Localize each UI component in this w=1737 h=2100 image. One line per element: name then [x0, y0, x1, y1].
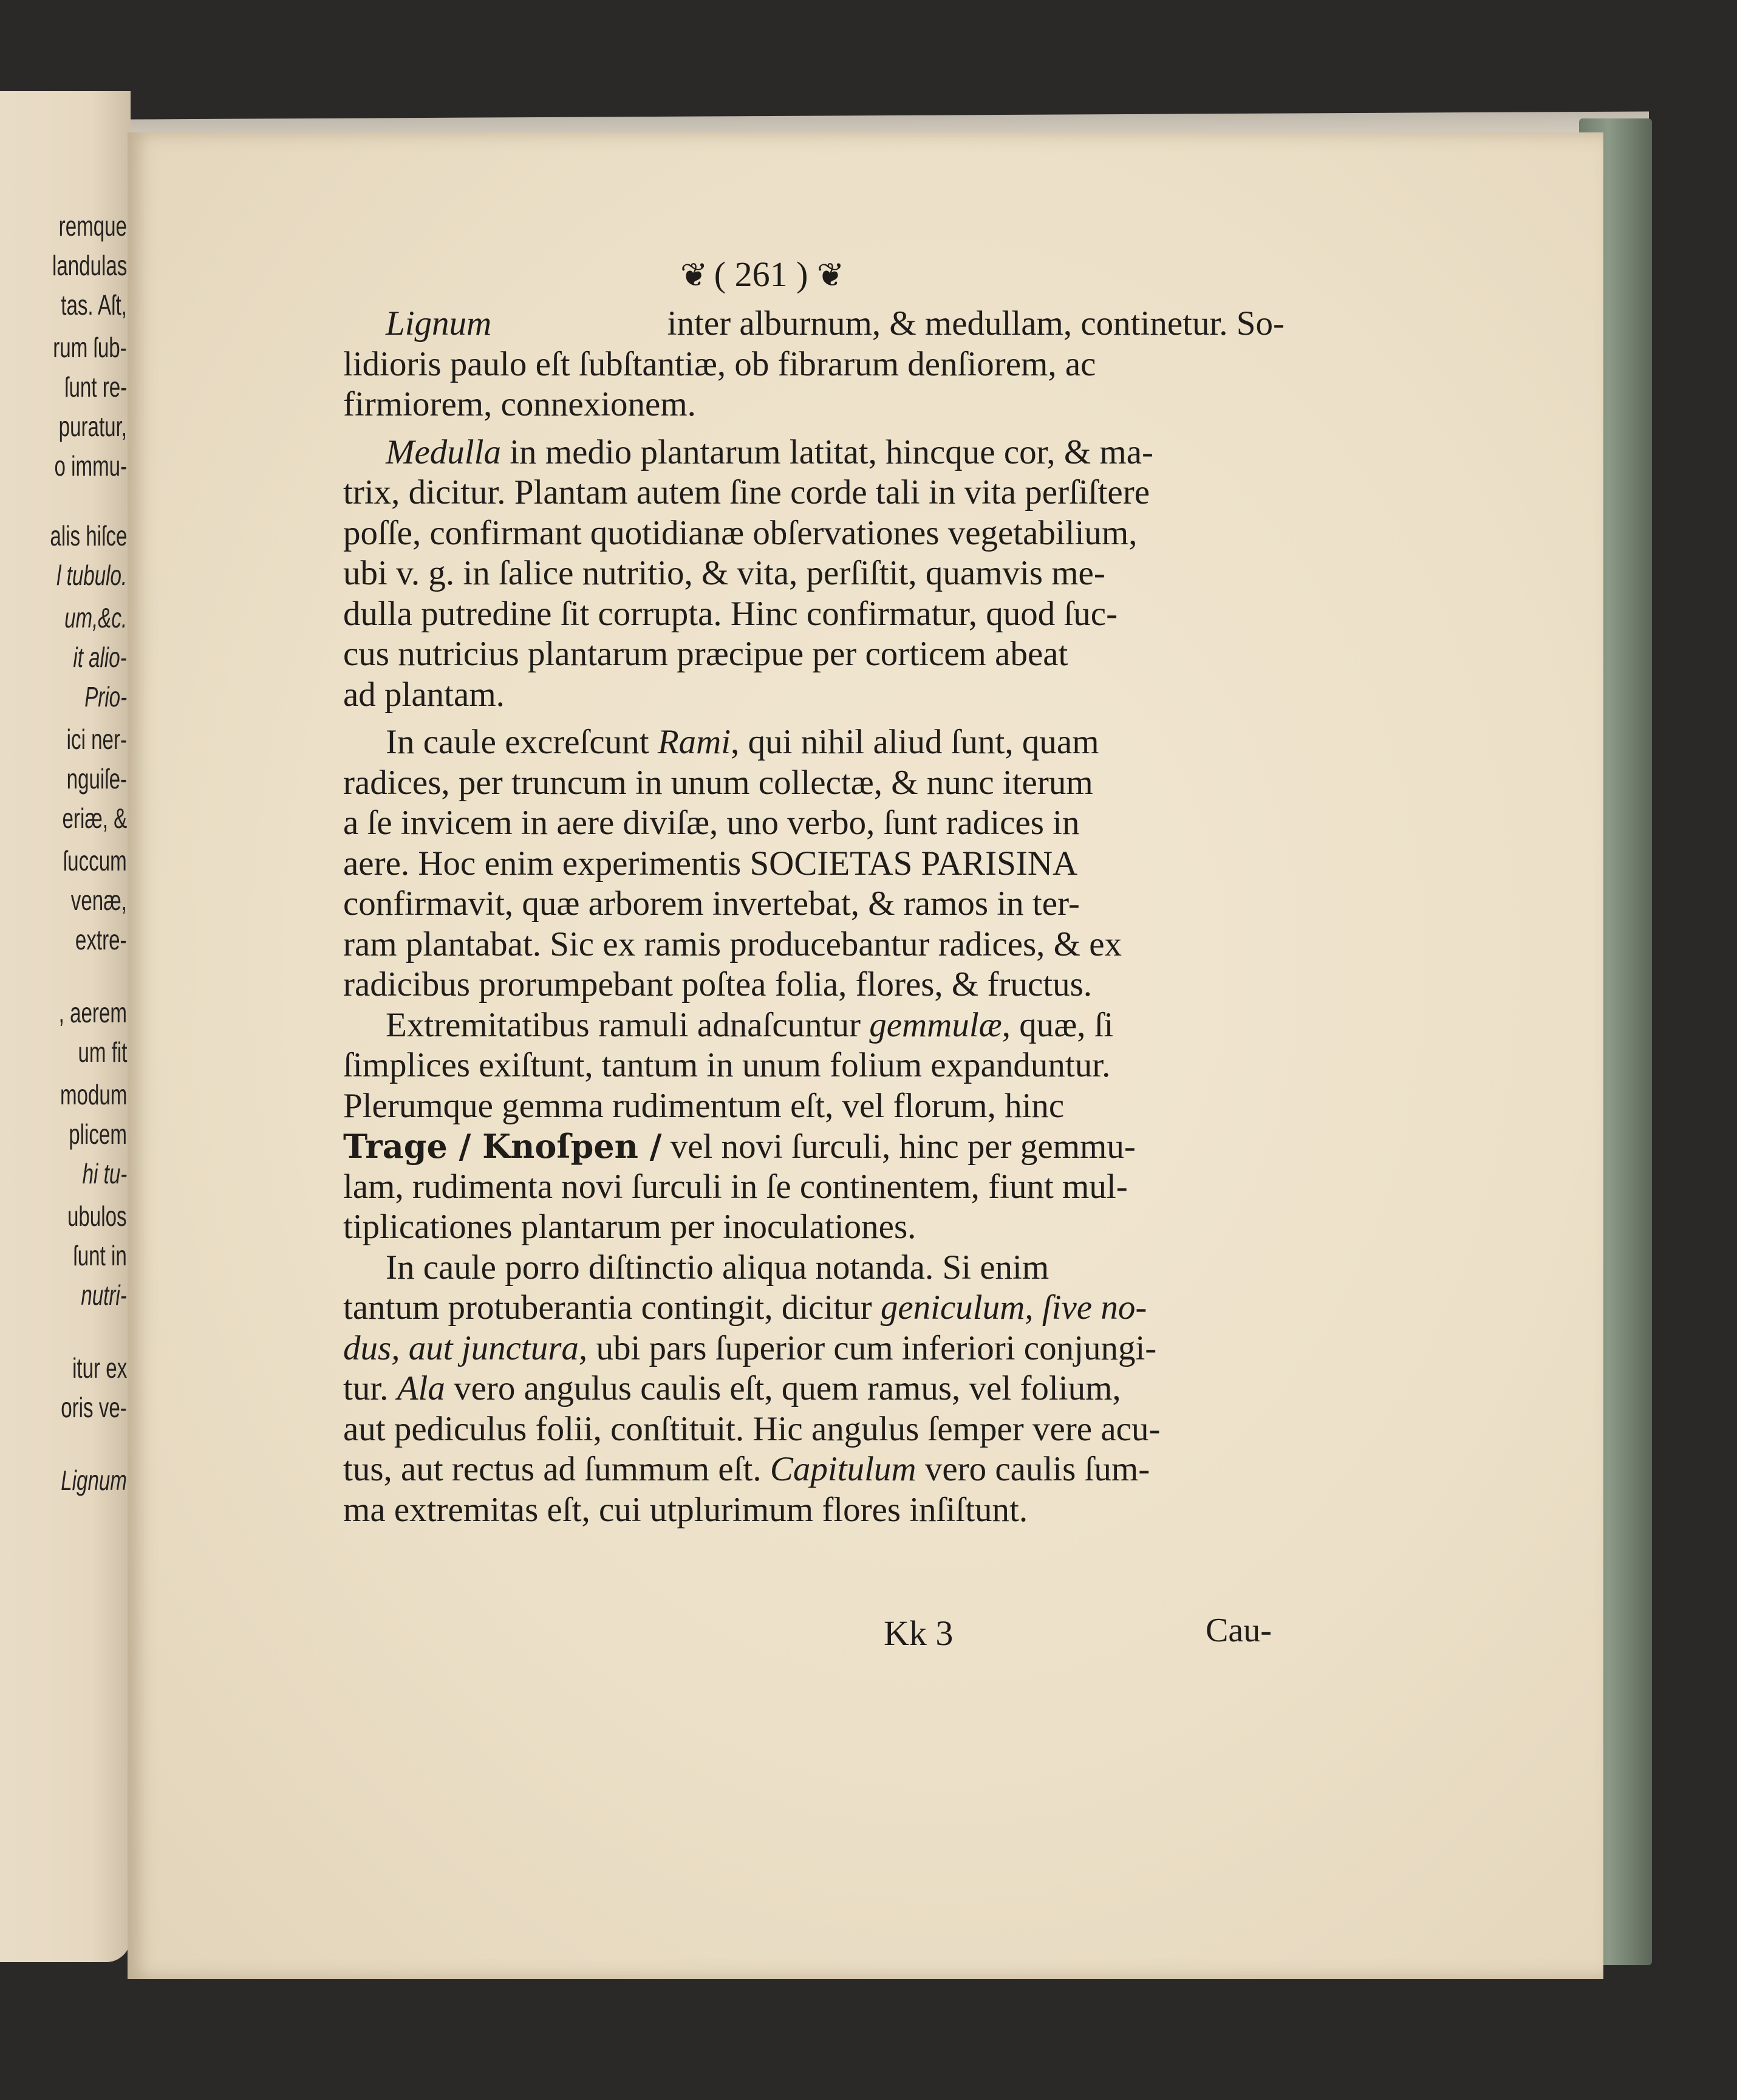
text-line: cus nutricius plantarum præcipue per corticem abeat	[343, 635, 1068, 673]
line-text: , qui nihil aliud ſunt, quam	[731, 723, 1099, 761]
line-text: ubi pars ſuperior cum inferiori conjungi-	[596, 1329, 1157, 1367]
term-geniculum: geniculum, ſive no-	[880, 1288, 1147, 1327]
line-text: in medio plantarum latitat, hincque cor, & ma-	[510, 433, 1154, 471]
facing-page-left	[0, 91, 131, 1962]
text-line: ſimplices exiſtunt, tantum in unum folium expanduntur.	[343, 1046, 1111, 1084]
term-medulla: Medulla	[386, 433, 501, 471]
text-line	[343, 1369, 1285, 1409]
facing-page-line: ſunt in	[73, 1240, 127, 1271]
facing-page-line: landulas	[52, 250, 127, 281]
text-line: ma extremitas eſt, cui utplurimum flores inſiſtunt.	[343, 1490, 1028, 1529]
text-line	[343, 1126, 1285, 1167]
facing-page-line: nguiſe-	[66, 763, 127, 795]
term-junctura: , aut junctura,	[391, 1329, 588, 1367]
text-line	[343, 304, 1285, 344]
text-line: lidioris paulo eſt ſubſtantiæ, ob fibrarum denſiorem, ac	[343, 344, 1096, 383]
facing-page-line: it alio-	[73, 641, 127, 673]
facing-page-line: remque	[58, 210, 127, 242]
facing-page-line: itur ex	[72, 1352, 127, 1384]
line-text: , quæ, ſi	[1002, 1005, 1114, 1044]
left-ornament-icon: ❦	[680, 257, 706, 293]
line-text: inter alburnum, & medullam, continetur. So-	[667, 304, 1285, 343]
term-lignum: Lignum	[386, 304, 492, 343]
facing-page-line: ſunt re-	[64, 371, 127, 403]
fraktur-gloss: Trage / Knoſpen /	[343, 1127, 662, 1166]
text-line: Plerumque gemma rudimentum eſt, vel florum, hinc	[343, 1086, 1065, 1125]
facing-page-line: ici ner-	[66, 723, 127, 755]
facing-page-line: l tubulo.	[56, 559, 127, 591]
text-line	[343, 1329, 1285, 1369]
facing-page-line: oris ve-	[61, 1392, 127, 1423]
signature-mark: Kk 3	[884, 1613, 954, 1653]
term-dus: dus	[343, 1329, 392, 1367]
text-line: aut pediculus folii, conſtituit. Hic angulus ſemper vere acu-	[343, 1409, 1161, 1448]
facing-page-line: alis hiſce	[49, 520, 127, 552]
facing-page-line: plicem	[69, 1118, 127, 1150]
text-line: In caule porro diſtinctio aliqua notanda. Si enim	[386, 1248, 1049, 1287]
facing-page-line: eriæ, &	[62, 802, 127, 834]
page-number: ( 261 )	[714, 255, 808, 294]
facing-page-line: extre-	[75, 924, 127, 956]
text-line: ubi v. g. in ſalice nutritio, & vita, perſiſtit, quamvis me-	[343, 554, 1105, 592]
text-line: dulla putredine ſit corrupta. Hinc confirmatur, quod ſuc-	[343, 594, 1118, 633]
page-header	[680, 254, 935, 295]
line-text: tus, aut rectus ad ſummum eſt.	[343, 1450, 762, 1488]
facing-page-line: hi tu-	[82, 1158, 127, 1189]
line-text: tur.	[343, 1369, 389, 1407]
facing-page-line: rum ſub-	[53, 332, 127, 363]
facing-page-line: um fit	[78, 1036, 127, 1068]
text-line	[343, 433, 1285, 473]
text-line: aere. Hoc enim experimentis SOCIETAS PARISINA	[343, 844, 1078, 883]
facing-page-line: puratur,	[58, 411, 127, 442]
text-line: ad plantam.	[343, 675, 505, 714]
line-text: vero angulus caulis eſt, quem ramus, vel folium,	[454, 1369, 1121, 1407]
page-body	[343, 304, 1285, 1530]
line-text: In caule excreſcunt	[386, 723, 649, 761]
text-line: a ſe invicem in aere diviſæ, uno verbo, ſunt radices in	[343, 804, 1080, 842]
line-text: vero caulis ſum-	[924, 1450, 1150, 1488]
text-line: tiplicationes plantarum per inoculationes.	[343, 1208, 916, 1246]
text-line: firmiorem, connexionem.	[343, 385, 696, 423]
text-line: ram plantabat. Sic ex ramis producebantur radices, & ex	[343, 925, 1122, 963]
facing-page-line: o immu-	[54, 450, 127, 482]
line-text: Extremitatibus ramuli adnaſcuntur	[386, 1005, 861, 1044]
text-line	[343, 1449, 1285, 1490]
text-line: lam, rudimenta novi ſurculi in ſe continentem, fiunt mul-	[343, 1167, 1128, 1206]
text-line: confirmavit, quæ arborem invertebat, & ramos in ter-	[343, 884, 1080, 923]
facing-page-line: ſuccum	[63, 845, 127, 877]
line-text: vel novi ſurculi, hinc per gemmu-	[670, 1127, 1136, 1166]
text-line	[343, 1005, 1285, 1046]
text-line: poſſe, confirmant quotidianæ obſervationes vegetabilium,	[343, 513, 1138, 552]
term-capitulum: Capitulum	[770, 1450, 916, 1488]
text-line	[343, 1288, 1285, 1329]
facing-page-line: modum	[60, 1079, 127, 1110]
catchword: Cau-	[1206, 1612, 1272, 1649]
facing-page-line: venæ,	[70, 884, 127, 916]
right-ornament-icon: ❦	[816, 257, 842, 293]
text-line: trix, dicitur. Plantam autem ſine corde tali in vita perſiſtere	[343, 473, 1150, 511]
term-ala: Ala	[397, 1369, 445, 1407]
text-line	[343, 722, 1285, 763]
line-text: tantum protuberantia contingit, dicitur	[343, 1288, 872, 1327]
text-line: radicibus prorumpebant poſtea folia, flores, & fructus.	[343, 965, 1093, 1004]
text-line: radices, per truncum in unum collectæ, & nunc iterum	[343, 763, 1093, 802]
term-rami: Rami	[657, 723, 731, 761]
facing-page-line: Lignum	[61, 1465, 127, 1496]
facing-page-line: , aerem	[58, 997, 127, 1028]
facing-page-line: um,&c.	[64, 602, 127, 634]
facing-page-line: nutri-	[81, 1279, 127, 1311]
facing-page-line: ubulos	[67, 1200, 127, 1232]
facing-page-line: tas. Aſt,	[61, 289, 127, 321]
facing-page-line: Prio-	[84, 681, 127, 713]
term-gemmulae: gemmulæ	[869, 1005, 1002, 1044]
